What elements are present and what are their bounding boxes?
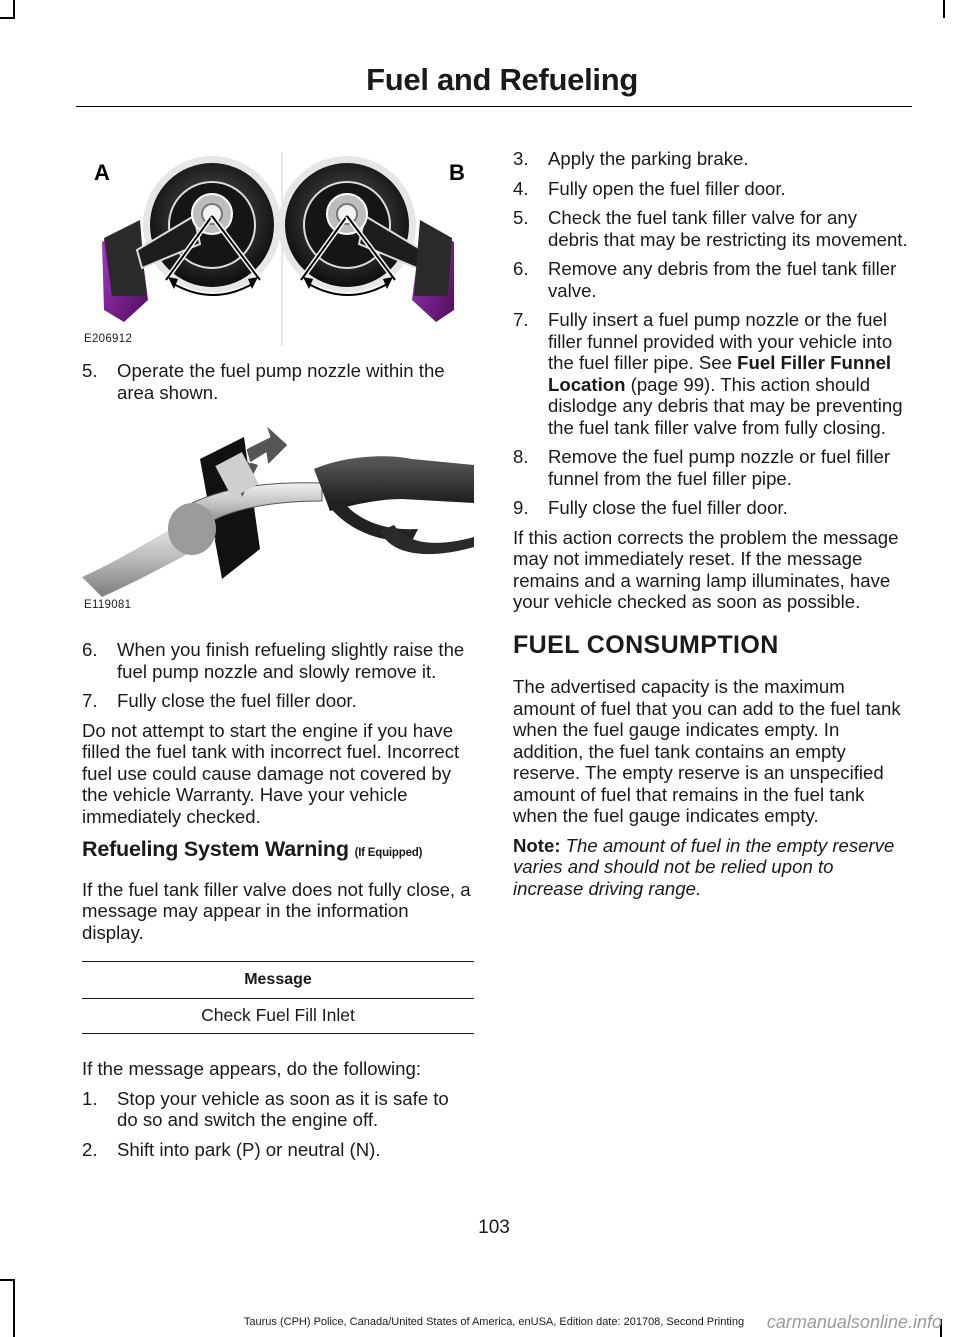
fuel-nozzle-figure <box>82 419 474 615</box>
step-text-part: (page 99). This action should dislodge any debris that may be preventing the fuel tank filler valve from fully closing. <box>548 373 903 438</box>
step-text: Stop your vehicle as soon as it is safe to do so and switch the engine off. <box>117 1087 449 1130</box>
fuel-filler-figure <box>82 150 474 346</box>
note-text: The amount of fuel in the empty reserve varies and should not be relied upon to increase driving range. <box>513 834 895 899</box>
subheading-text: Refueling System Warning <box>82 837 349 861</box>
step-text-part: Fully insert a fuel pump nozzle or the fuel filler funnel provided with your vehicle into the fuel filler pipe. See <box>548 309 893 373</box>
crop-mark <box>0 1279 15 1281</box>
step-text: Fully open the fuel filler door. <box>548 177 786 199</box>
step-number: 7. <box>513 309 529 330</box>
note-label: Note: <box>513 834 561 856</box>
paragraph: If this action corrects the problem the message may not immediately reset. If the message remains and a warning lamp illuminates, have your vehicle checked as soon as possible. <box>513 526 899 612</box>
watermark: carmanualsonline.info <box>766 1312 942 1332</box>
crop-mark <box>13 0 15 18</box>
figure-label-a: A <box>94 160 110 185</box>
step-text: Shift into park (P) or neutral (N). <box>117 1138 381 1160</box>
paragraph: If the message appears, do the following: <box>82 1058 422 1079</box>
step-number: 7. <box>82 690 98 711</box>
crop-mark <box>0 17 15 19</box>
crop-mark <box>13 1279 15 1337</box>
list-item <box>513 148 908 170</box>
edition-footer: Taurus (CPH) Police, Canada/United States of America, enUSA, Edition date: 201708, Second Printing <box>243 1316 745 1328</box>
step-number: 1. <box>82 1087 98 1109</box>
step-text: Remove any debris from the fuel tank filler valve. <box>548 258 897 301</box>
list-item <box>513 309 908 438</box>
step-text: Remove the fuel pump nozzle or fuel filler funnel from the fuel filler pipe. <box>548 446 891 489</box>
crop-mark <box>943 0 945 18</box>
paragraph: The advertised capacity is the maximum amount of fuel that you can add to the fuel tank when the fuel gauge indicates empty. In addition, the fuel tank contains an empty reserve. The empty reserve is an unspecified amount of fuel that remains in the fuel tank when the fuel gauge indicates empty. <box>513 676 901 826</box>
figure-code: E119081 <box>84 599 132 611</box>
page-number: 103 <box>478 1217 510 1238</box>
step-text: Apply the parking brake. <box>548 148 749 169</box>
list-item <box>513 207 908 250</box>
fuel-filler-door-illustration <box>82 150 474 346</box>
step-number: 9. <box>513 497 529 518</box>
list-item <box>513 497 908 519</box>
step-number: 4. <box>513 177 529 199</box>
list-item <box>82 1139 474 1161</box>
step-text: Fully close the fuel filler door. <box>548 497 788 518</box>
figure-label-b: B <box>449 160 465 185</box>
list-item <box>82 690 474 712</box>
paragraph: Do not attempt to start the engine if you have filled the fuel tank with incorrect fuel. Incorrect fuel use could cause damage not covered by the vehicle Warranty. Have your vehicle immediately checked. <box>82 719 460 827</box>
message-table <box>82 961 474 1034</box>
step-number: 5. <box>82 360 98 381</box>
step-number: 6. <box>513 258 529 279</box>
section-heading: FUEL CONSUMPTION <box>513 630 779 659</box>
table-header: Message <box>82 962 474 999</box>
list-item <box>513 258 908 301</box>
subheading <box>82 839 474 865</box>
list-item <box>513 446 908 489</box>
right-column <box>513 148 908 907</box>
step-number: 8. <box>513 446 529 467</box>
page-title: Fuel and Refueling <box>366 62 638 97</box>
left-column <box>82 150 474 1168</box>
step-number: 3. <box>513 148 529 169</box>
step-number: 5. <box>513 207 529 228</box>
step-text: Fully close the fuel filler door. <box>117 690 357 711</box>
step-number: 6. <box>82 639 98 660</box>
step-text: When you finish refueling slightly raise the fuel pump nozzle and slowly remove it. <box>117 639 465 682</box>
list-item <box>513 178 908 200</box>
table-cell: Check Fuel Fill Inlet <box>82 999 474 1034</box>
step-text: Operate the fuel pump nozzle within the area shown. <box>117 360 445 403</box>
list-item <box>82 639 474 682</box>
list-item <box>82 360 474 403</box>
header-divider <box>76 106 912 107</box>
step-number: 2. <box>82 1138 98 1160</box>
subheading-suffix: (If Equipped) <box>354 847 423 859</box>
cross-reference-link[interactable]: Fuel Filler Funnel Location <box>548 352 892 395</box>
step-text: Check the fuel tank filler valve for any debris that may be restricting its movement. <box>548 207 908 250</box>
paragraph: If the fuel tank filler valve does not fully close, a message may appear in the information display. <box>82 878 471 943</box>
fuel-nozzle-illustration <box>82 419 474 615</box>
figure-code: E206912 <box>84 333 133 345</box>
list-item <box>82 1088 474 1131</box>
note <box>513 835 908 900</box>
step-text <box>548 309 908 438</box>
